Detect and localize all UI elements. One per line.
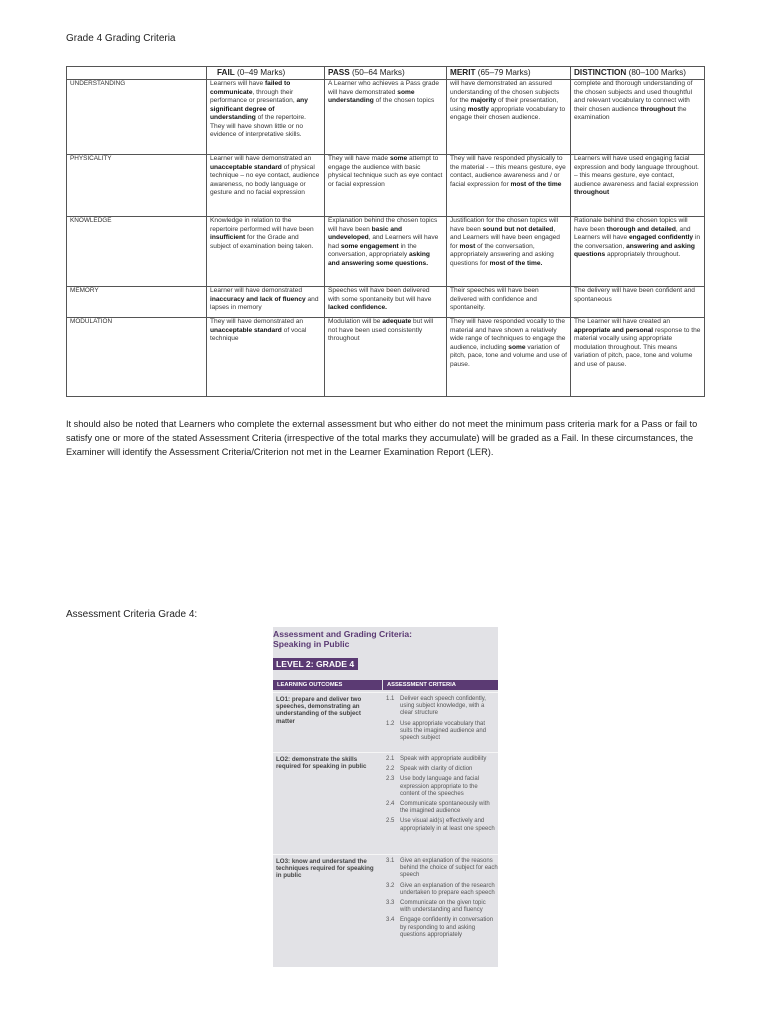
cell-text: and lapses in memory <box>210 295 319 311</box>
header-empty-cell <box>67 67 207 80</box>
criterion-item <box>386 721 498 743</box>
header-fail: FAIL (0–49 Marks) <box>207 67 325 80</box>
cell-text: insufficient <box>210 234 246 241</box>
cell-text: unacceptable standard <box>210 163 282 171</box>
criterion-text: Deliver each speech confidently, using subject knowledge, with a clear structure <box>400 696 486 717</box>
criteria-list <box>386 858 498 942</box>
criterion-number: 1.1 <box>386 696 395 702</box>
table-cell <box>571 287 705 318</box>
cell-text: complete and thorough understanding of the chosen subjects and used thoughtful and relevant vocabulary to connect with their chosen audience <box>574 80 693 113</box>
cell-text: in the conversation, appropriately <box>328 242 417 258</box>
cell-text: appropriate vocabulary to engage their chosen audience. <box>450 105 566 121</box>
row-label: MEMORY <box>67 287 207 318</box>
cell-text: Learners will have <box>210 80 265 87</box>
cell-text: adequate <box>382 318 412 325</box>
page-title: Grade 4 Grading Criteria <box>66 33 176 44</box>
criterion-number: 3.1 <box>386 858 395 864</box>
criterion-item <box>386 883 498 897</box>
cell-text: attempt to engage the audience with basic physical technique such as eye contact or facial expression <box>328 155 443 188</box>
cell-text: majority <box>470 97 497 104</box>
table-row <box>67 217 705 287</box>
cell-text: asking and answering some questions. <box>328 251 430 267</box>
criterion-text: Speak with appropriate audibility <box>400 756 487 762</box>
cell-text: of the repertoire. They will have shown little or no evidence of interpretative skills. <box>210 114 307 138</box>
criterion-text: Communicate spontaneously with the imagined audience <box>400 801 490 815</box>
criterion-text: Engage confidently in conversation by responding to and asking questions appropriately <box>400 917 494 938</box>
table-row <box>67 80 705 155</box>
criterion-item <box>386 696 498 718</box>
cell-text: , and Learners will have <box>574 225 691 241</box>
cell-text: most <box>459 242 476 250</box>
cell-text: engaged confidently <box>628 234 694 241</box>
criterion-number: 3.2 <box>386 882 395 889</box>
table-cell <box>447 155 571 217</box>
cell-text: Speeches will have been delivered with some spontaneity but will have <box>328 287 432 303</box>
criterion-text: Use visual aid(s) effectively and appropriately in at least one speech <box>400 818 495 832</box>
row-label: UNDERSTANDING <box>67 80 207 155</box>
cell-text: variation of pitch, pace, tone and volume and use of pause. <box>450 343 567 368</box>
table-cell <box>325 155 447 217</box>
table-cell <box>207 155 325 217</box>
criterion-number: 1.2 <box>386 720 395 727</box>
criterion-number: 2.1 <box>386 756 395 762</box>
criterion-number: 2.2 <box>386 766 395 773</box>
level-badge: LEVEL 2: GRADE 4 <box>273 658 358 670</box>
cell-text: Knowledge in relation to the repertoire performed will have been <box>210 217 314 233</box>
cell-text: The delivery will have been confident and spontaneous <box>574 287 695 303</box>
cell-text: will have demonstrated an assured understanding of the chosen subjects for the <box>450 80 560 104</box>
cell-text: appropriate and personal <box>574 326 654 334</box>
cell-text: some engagement <box>340 242 399 250</box>
cell-text: some <box>508 343 526 351</box>
learning-outcome-row <box>273 692 498 753</box>
row-label: KNOWLEDGE <box>67 217 207 287</box>
table-row <box>67 155 705 217</box>
table-cell <box>325 80 447 155</box>
cell-text: unacceptable standard <box>210 326 282 334</box>
criterion-number: 2.5 <box>386 818 395 825</box>
cell-text: inaccuracy and lack of fluency <box>210 295 306 303</box>
cell-text: mostly <box>467 105 489 113</box>
criterion-item <box>386 766 498 773</box>
cell-text: of the conversation, appropriately answering and asking questions for <box>450 242 554 267</box>
cell-text: They will have responded physically to the material - – this means gesture, eye contact, audience awareness and / or facial expression for <box>450 155 566 188</box>
table-cell <box>571 318 705 397</box>
criterion-item <box>386 801 498 815</box>
cell-text: Their speeches will have been delivered with confidence and spontaneity. <box>450 287 539 311</box>
table-cell <box>207 80 325 155</box>
cell-text: in the conversation, <box>574 234 701 250</box>
table-cell <box>447 217 571 287</box>
cell-text: The Learner will have created an <box>574 318 671 325</box>
header-merit: MERIT (65–79 Marks) <box>447 67 571 80</box>
cell-text: of vocal technique <box>210 326 307 342</box>
criterion-item <box>386 818 498 832</box>
criterion-item <box>386 776 498 798</box>
table-cell <box>447 287 571 318</box>
cell-text: They will have responded vocally to the material and have shown a relatively wide range of techniques to engage the audience, including <box>450 318 566 351</box>
criterion-number: 3.3 <box>386 900 395 907</box>
criterion-number: 3.4 <box>386 917 395 924</box>
learning-outcome-text: LO2: demonstrate the skills required for speaking in public <box>276 756 367 771</box>
header-pass: PASS (50–64 Marks) <box>325 67 447 80</box>
assessment-criteria-image <box>273 627 498 967</box>
table-cell <box>447 318 571 397</box>
learning-outcome-row <box>273 854 498 968</box>
cell-text: Modulation will be <box>328 318 383 325</box>
criterion-text: Speak with clarity of diction <box>400 766 473 773</box>
criterion-item <box>386 900 498 914</box>
cell-text: Explanation behind the chosen topics will have been <box>328 217 438 233</box>
header-distinction: DISTINCTION (80–100 Marks) <box>571 67 705 80</box>
cell-text: , through their performance or presentation, <box>210 88 297 104</box>
cell-text: most of the time <box>510 180 562 188</box>
row-label: PHYSICALITY <box>67 155 207 217</box>
cell-text: of their presentation, using <box>450 97 559 113</box>
cell-text: thorough and detailed <box>606 225 676 233</box>
cell-text: , and Learners will have been engaged for <box>450 225 560 250</box>
cell-text: but will not have been used consistently throughout <box>328 318 434 342</box>
table-row <box>67 318 705 397</box>
table-cell <box>325 318 447 397</box>
assessment-criteria-header: ASSESSMENT CRITERIA <box>383 680 498 690</box>
criterion-item <box>386 917 498 939</box>
criterion-number: 2.3 <box>386 776 395 783</box>
cell-text: throughout <box>574 189 610 196</box>
cell-text: some understanding <box>328 88 415 104</box>
panel-title: Assessment and Grading Criteria: Speaking in Public <box>273 629 412 649</box>
cell-text: appropriately throughout. <box>605 251 681 258</box>
table-cell <box>207 217 325 287</box>
criterion-text: Give an explanation of the research undertaken to prepare each speech <box>400 882 495 896</box>
learning-outcome-row <box>273 752 498 855</box>
cell-text: of physical technique – no eye contact, audience awareness, no body language or gesture and no facial expression <box>210 163 320 196</box>
cell-text: for the Grade and subject of examination being taken. <box>210 234 314 250</box>
cell-text: basic and undeveloped <box>328 225 403 241</box>
cell-text: Learners will have used engaging facial expression and body language throughout. – this means gesture, eye contact, audience awareness and facial expression <box>574 155 700 188</box>
cell-text: the examination <box>574 105 687 121</box>
fail-note-paragraph: It should also be noted that Learners who complete the external assessment but who either do not meet the minimum pass criteria mark for a Pass or fail to satisfy one or more of the stated Assessment Criteria (irrespective of the total marks they accumulate) will be graded as a Fail. In these circumstances, the Examiner will identify the Assessment Criteria/Criterion not met in the Learner Examination Report (LER). <box>66 419 698 457</box>
criterion-text: Use body language and facial expression appropriate to the content of the speeches <box>400 776 480 797</box>
table-cell <box>447 80 571 155</box>
cell-text: response to the material vocally using appropriate modulation throughout. This means variation of pitch, pace, tone and volume and use of pause. <box>574 326 701 368</box>
learning-outcome-text: LO3: know and understand the techniques required for speaking in public <box>276 858 374 880</box>
cell-text: throughout <box>640 105 676 113</box>
cell-text: lacked confidence. <box>328 304 387 311</box>
cell-text: They will have demonstrated an <box>210 318 304 325</box>
cell-text: A Learner who achieves a Pass grade will have demonstrated <box>328 80 440 96</box>
grading-criteria-table <box>66 66 705 397</box>
cell-text: They will have made <box>328 155 390 162</box>
assessment-criteria-label: Assessment Criteria Grade 4: <box>66 609 198 620</box>
table-cell <box>207 287 325 318</box>
row-label: MODULATION <box>67 318 207 397</box>
cell-text: some <box>389 155 408 162</box>
cell-text: Learner will have demonstrated <box>210 287 302 294</box>
cell-text: Learner will have demonstrated an <box>210 155 312 162</box>
table-header-row <box>67 67 705 80</box>
cell-text: of the chosen topics <box>373 97 435 104</box>
cell-text: Justification for the chosen topics will have been <box>450 217 559 233</box>
criterion-text: Give an explanation of the reasons behind the choice of subject for each speech <box>400 858 498 879</box>
criteria-list <box>386 756 498 836</box>
table-cell <box>325 287 447 318</box>
cell-text: failed to communicate <box>210 80 291 96</box>
table-cell <box>571 155 705 217</box>
criterion-text: Communicate on the given topic with understanding and fluency <box>400 900 486 914</box>
table-cell <box>325 217 447 287</box>
table-cell <box>571 217 705 287</box>
cell-text: any significant degree of understanding <box>210 97 308 121</box>
criterion-item <box>386 858 498 880</box>
cell-text: answering and asking questions <box>574 242 695 258</box>
criterion-item <box>386 756 498 763</box>
cell-text: most of the time. <box>489 259 543 267</box>
learning-outcomes-header: LEARNING OUTCOMES <box>273 680 382 690</box>
cell-text: , and Learners will have had <box>328 234 439 250</box>
cell-text: sound but not detailed <box>482 225 554 233</box>
table-row <box>67 287 705 318</box>
criterion-text: Use appropriate vocabulary that suits the imagined audience and speech subject <box>400 720 487 742</box>
table-cell <box>207 318 325 397</box>
cell-text: Rationale behind the chosen topics will have been <box>574 217 688 233</box>
criteria-list <box>386 696 498 745</box>
criterion-number: 2.4 <box>386 801 395 808</box>
learning-outcome-text: LO1: prepare and deliver two speeches, demonstrating an understanding of the subject matter <box>276 696 362 725</box>
table-cell <box>571 80 705 155</box>
